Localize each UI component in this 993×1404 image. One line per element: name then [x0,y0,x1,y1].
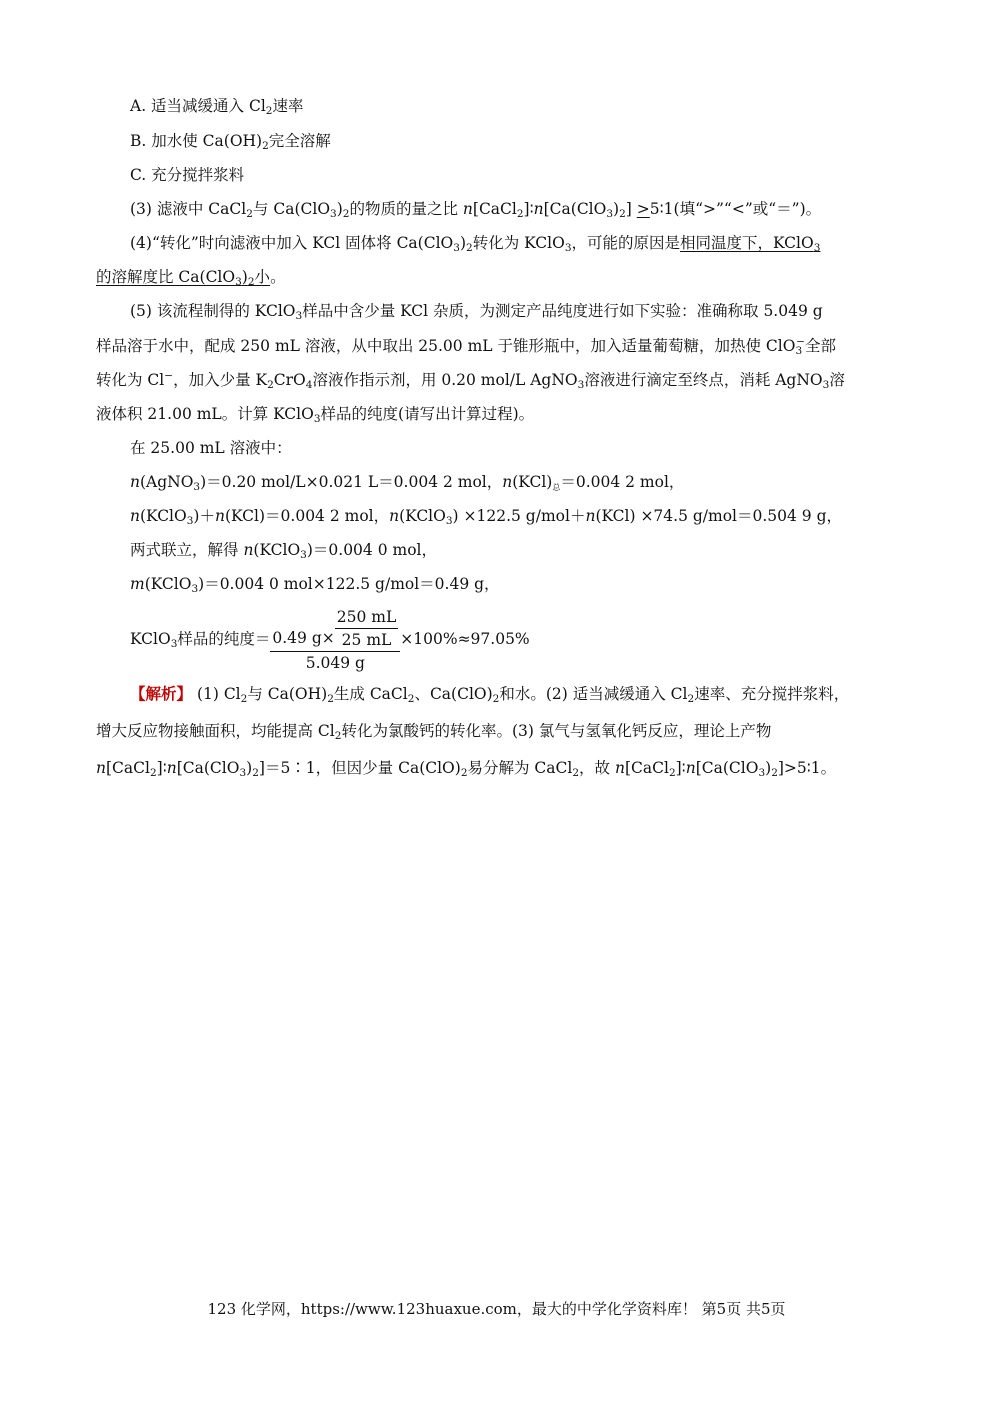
question-5-line-1: (5) 该流程制得的 KClO$_3$样品中含少量 KCl 杂质，为测定产品纯度进行如下实验：准确称取 5.049 g [130,302,823,322]
answer-4-part-1: 相同温度下，KClO$_3$ [680,234,821,254]
analysis-line-1: 【解析】 (1) $Cl_2$与 $Ca(OH)_2$生成 CaCl$_2$、$Ca(ClO)_2$和水。(2) 适当减缓通入 $Cl_2$速率、充分搅拌浆料， [130,684,850,705]
question-4-line-1: (4)“转化”时向滤液中加入 KCl 固体将 $Ca(ClO_3)_2$转化为 KClO$_3$，可能的原因是相同温度下，KClO$_3$ [130,234,821,254]
question-4-line-2: 的溶解度比 $Ca(ClO_3)_2$小。 [96,268,286,288]
analysis-line-2: 增大反应物接触面积，均能提高 $Cl_2$转化为氯酸钙的转化率。(3) 氯气与氢氧化钙反应，理论上产物 [96,722,772,742]
solution-line-1: 在 25.00 mL 溶液中： [130,439,292,457]
answer-4-part-2: 的溶解度比 $Ca(ClO_3)_2$小 [96,268,271,288]
solution-line-2: n(AgNO$_3$)＝0.20 mol/L×0.021 L＝0.004 2 mol，$n(KCl)_总=0.004$ 2 mol， [130,473,685,493]
question-5-line-4: 液体积 21.00 mL。计算 KClO$_3$样品的纯度(请写出计算过程)。 [96,405,535,425]
analysis-line-3: $n[CaCl_2]∶n[Ca(ClO_3)_2]=5∶1$，但因少量 $Ca(ClO)_2$易分解为 CaCl$_2$，故 $n[CaCl_2]∶n[Ca(ClO_3)_2]>5∶1$。 [96,759,837,779]
analysis-tag: 【解析】 [130,684,193,703]
solution-line-5: m(KClO$_3$)＝0.004 0 mol×122.5 g/mol＝0.49 g， [130,575,500,595]
page-footer: 123 化学网，https://www.123huaxue.com，最大的中学化学资料库！ 第5页 共5页 [207,1300,786,1318]
solution-line-3: n(KClO$_3$)＋n(KCl)＝0.004 2 mol，n(KClO$_3$) ×122.5 g/mol＋n(KCl) ×74.5 g/mol＝0.504 9 g， [130,507,843,527]
question-3: (3) 滤液中 CaCl$_2$与 $Ca(ClO_3)_2$的物质的量之比 $n[CaCl_2]∶n[Ca(ClO_3)_2]$ >5∶1(填“>”“<”或“＝”)。 [130,200,822,220]
option-b: B. 加水使 $Ca(OH)_2$完全溶解 [130,132,331,152]
question-5-line-2: 样品溶于水中，配成 250 mL 溶液，从中取出 25.00 mL 于锥形瓶中，加入适量葡萄糖，加热使 ClO$_3$−全部 [96,336,836,357]
dilution-fraction: $\frac{250 mL}{25 mL}$ [336,608,397,649]
solution-line-4: 两式联立，解得 n(KClO$_3$)＝0.004 0 mol， [130,541,437,561]
answer-blank-3: > [636,200,650,218]
solution-purity-formula: KClO$_3$样品的纯度＝ 0.49 g× $\frac{250 mL}{25 mL}$ 5.049 g ×100%≈97.05% [130,608,530,672]
purity-fraction: 0.49 g× $\frac{250 mL}{25 mL}$ 5.049 g [270,606,400,674]
option-a: A. 适当减缓通入 $Cl_2$速率 [130,97,304,117]
option-c: C. 充分搅拌浆料 [130,166,245,184]
question-5-line-3: 转化为 Cl−，加入少量 $K_2CrO_4$溶液作指示剂，用 0.20 mol/L AgNO$_3$溶液进行滴定至终点，消耗 AgNO$_3$溶 [96,370,845,391]
